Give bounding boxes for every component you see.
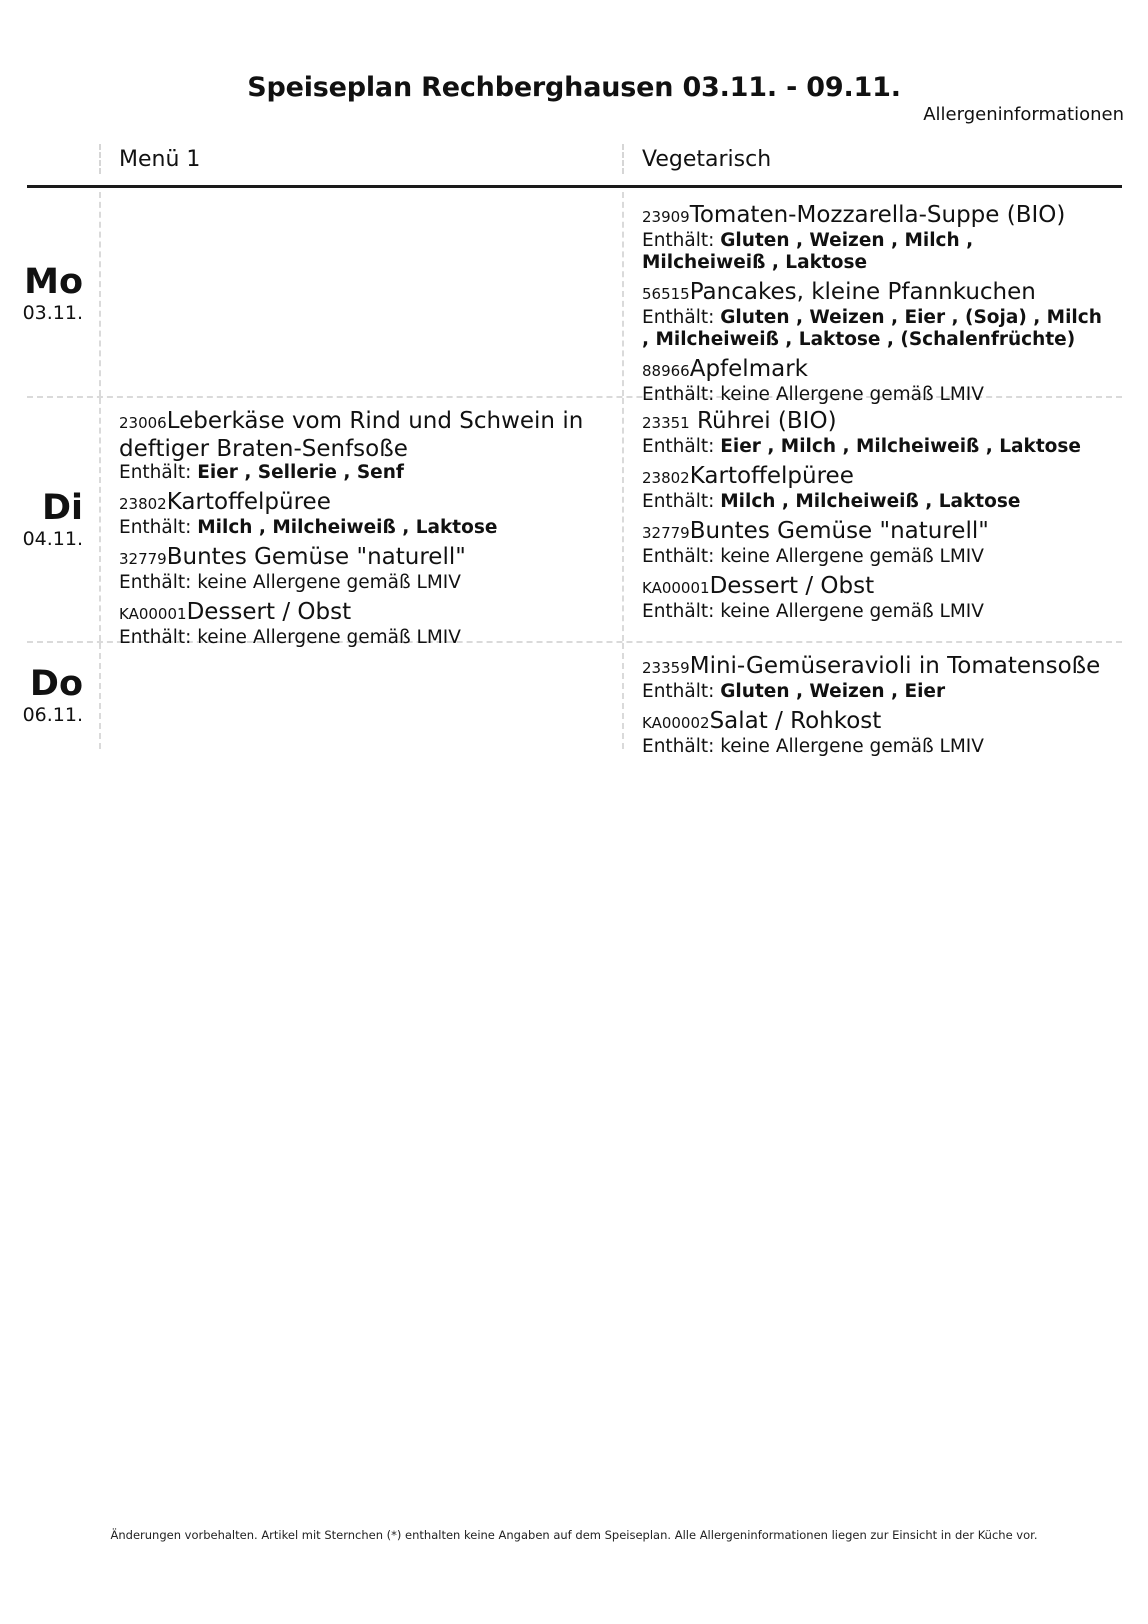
contains-label: Enthält: bbox=[642, 384, 715, 405]
contains-label: Enthält: bbox=[642, 491, 715, 512]
meal-name: Mini-Gemüseravioli in Tomatensoße bbox=[689, 653, 1101, 679]
meal-code: 23006 bbox=[119, 414, 167, 432]
contains-label: Enthält: bbox=[119, 572, 192, 593]
allergen-list: keine Allergene gemäß LMIV bbox=[720, 384, 984, 405]
meal-title bbox=[642, 708, 1102, 736]
meal-name: Kartoffelpüree bbox=[166, 489, 331, 515]
meal-title bbox=[642, 279, 1102, 307]
meal-code: 23351 bbox=[642, 414, 690, 432]
contains-label: Enthält: bbox=[642, 681, 715, 702]
meal-title bbox=[119, 408, 602, 462]
meal-item bbox=[119, 489, 602, 539]
meal-title bbox=[119, 489, 602, 517]
meal-code: 23802 bbox=[119, 495, 167, 513]
contains-label: Enthält: bbox=[642, 546, 715, 567]
meal-name: Salat / Rohkost bbox=[709, 708, 882, 734]
page-title: Speiseplan Rechberghausen 03.11. - 09.11. bbox=[247, 72, 901, 103]
meal-item bbox=[119, 408, 602, 484]
allergen-info-link[interactable]: Allergeninformationen bbox=[923, 104, 1124, 125]
meal-name: Rührei (BIO) bbox=[689, 408, 837, 434]
allergen-line bbox=[642, 307, 1102, 351]
day-date: 06.11. bbox=[22, 704, 83, 726]
menu1-cell bbox=[99, 192, 622, 396]
meal-title bbox=[642, 202, 1102, 230]
allergen-line bbox=[119, 572, 602, 594]
allergen-line bbox=[642, 681, 1102, 703]
contains-label: Enthält: bbox=[642, 436, 715, 457]
allergen-list: Eier , Milch , Milcheiweiß , Laktose bbox=[720, 436, 1081, 457]
meal-code: 23802 bbox=[642, 469, 690, 487]
meal-item bbox=[642, 408, 1102, 458]
meal-item bbox=[642, 463, 1102, 513]
meal-code: 23909 bbox=[642, 208, 690, 226]
meal-code: 23359 bbox=[642, 659, 690, 677]
day-row-thursday bbox=[22, 643, 1122, 757]
contains-label: Enthält: bbox=[642, 230, 715, 251]
allergen-line bbox=[642, 546, 1102, 568]
meal-name: Dessert / Obst bbox=[186, 599, 352, 625]
meal-item bbox=[642, 202, 1102, 274]
meal-title bbox=[119, 599, 602, 627]
column-header-vegetarian: Vegetarisch bbox=[622, 144, 771, 174]
allergen-list: Milch , Milcheiweiß , Laktose bbox=[720, 491, 1021, 512]
meal-name: Leberkäse vom Rind und Schwein in deftiger Braten-Senfsoße bbox=[119, 408, 584, 462]
vegetarian-cell bbox=[622, 192, 1122, 405]
meal-name: Kartoffelpüree bbox=[689, 463, 854, 489]
allergen-list: keine Allergene gemäß LMIV bbox=[720, 736, 984, 757]
meal-code: 32779 bbox=[119, 550, 167, 568]
allergen-list: keine Allergene gemäß LMIV bbox=[197, 627, 461, 648]
meal-title bbox=[642, 518, 1102, 546]
allergen-list: Gluten , Weizen , Milch , Milcheiweiß , Laktose bbox=[642, 230, 974, 273]
column-header-row bbox=[27, 144, 1122, 188]
meal-name: Buntes Gemüse "naturell" bbox=[166, 544, 466, 570]
meal-item bbox=[642, 708, 1102, 758]
allergen-list: keine Allergene gemäß LMIV bbox=[720, 546, 984, 567]
contains-label: Enthält: bbox=[119, 627, 192, 648]
allergen-line bbox=[119, 517, 602, 539]
vegetarian-cell bbox=[622, 643, 1122, 757]
menu1-cell bbox=[99, 398, 622, 648]
day-label bbox=[22, 398, 83, 641]
meal-title bbox=[642, 356, 1102, 384]
meal-title bbox=[642, 408, 1102, 436]
meal-item bbox=[642, 573, 1102, 623]
meal-name: Apfelmark bbox=[689, 356, 808, 382]
meal-title bbox=[642, 463, 1102, 491]
meal-name: Buntes Gemüse "naturell" bbox=[689, 518, 989, 544]
day-date: 03.11. bbox=[22, 302, 83, 324]
allergen-line bbox=[642, 491, 1102, 513]
meal-code: 32779 bbox=[642, 524, 690, 542]
footer-note: Änderungen vorbehalten. Artikel mit Sternchen (*) enthalten keine Angaben auf dem Speiseplan. Alle Allergeninformationen liegen zur Einsicht in der Küche vor. bbox=[110, 1528, 1038, 1542]
allergen-list: Gluten , Weizen , Eier bbox=[720, 681, 946, 702]
allergen-line bbox=[642, 736, 1102, 758]
column-header-menu1: Menü 1 bbox=[99, 144, 200, 174]
allergen-list: keine Allergene gemäß LMIV bbox=[720, 601, 984, 622]
day-row-monday bbox=[22, 192, 1122, 405]
contains-label: Enthält: bbox=[119, 462, 192, 483]
meal-code: 88966 bbox=[642, 362, 690, 380]
meal-item bbox=[642, 518, 1102, 568]
allergen-line bbox=[642, 436, 1102, 458]
meal-title bbox=[642, 573, 1102, 601]
allergen-list: Eier , Sellerie , Senf bbox=[197, 462, 404, 483]
contains-label: Enthält: bbox=[642, 736, 715, 757]
meal-code: KA00001 bbox=[642, 579, 710, 597]
meal-name: Tomaten-Mozzarella-Suppe (BIO) bbox=[689, 202, 1066, 228]
day-abbr: Do bbox=[29, 664, 83, 704]
allergen-list: Gluten , Weizen , Eier , (Soja) , Milch , Milcheiweiß , Laktose , (Schalenfrüchte) bbox=[642, 307, 1102, 350]
allergen-line bbox=[642, 601, 1102, 623]
allergen-list: keine Allergene gemäß LMIV bbox=[197, 572, 461, 593]
meal-code: KA00001 bbox=[119, 605, 187, 623]
day-label bbox=[22, 643, 83, 749]
day-label bbox=[22, 192, 83, 396]
meal-title bbox=[119, 544, 602, 572]
meal-code: 56515 bbox=[642, 285, 690, 303]
day-date: 04.11. bbox=[22, 527, 83, 550]
allergen-line bbox=[642, 230, 1102, 274]
menu1-cell bbox=[99, 643, 622, 749]
meal-name: Dessert / Obst bbox=[709, 573, 875, 599]
meal-code: KA00002 bbox=[642, 714, 710, 732]
meal-item bbox=[119, 599, 602, 649]
meal-item bbox=[119, 544, 602, 594]
contains-label: Enthält: bbox=[119, 517, 192, 538]
meal-title bbox=[642, 653, 1102, 681]
allergen-line bbox=[119, 462, 602, 484]
meal-item bbox=[642, 653, 1102, 703]
day-abbr: Mo bbox=[24, 262, 83, 302]
contains-label: Enthält: bbox=[642, 601, 715, 622]
contains-label: Enthält: bbox=[642, 307, 715, 328]
day-row-tuesday bbox=[22, 398, 1122, 648]
meal-name: Pancakes, kleine Pfannkuchen bbox=[689, 279, 1036, 305]
meal-item bbox=[642, 279, 1102, 351]
vegetarian-cell bbox=[622, 398, 1122, 641]
day-abbr: Di bbox=[41, 487, 83, 528]
allergen-list: Milch , Milcheiweiß , Laktose bbox=[197, 517, 498, 538]
